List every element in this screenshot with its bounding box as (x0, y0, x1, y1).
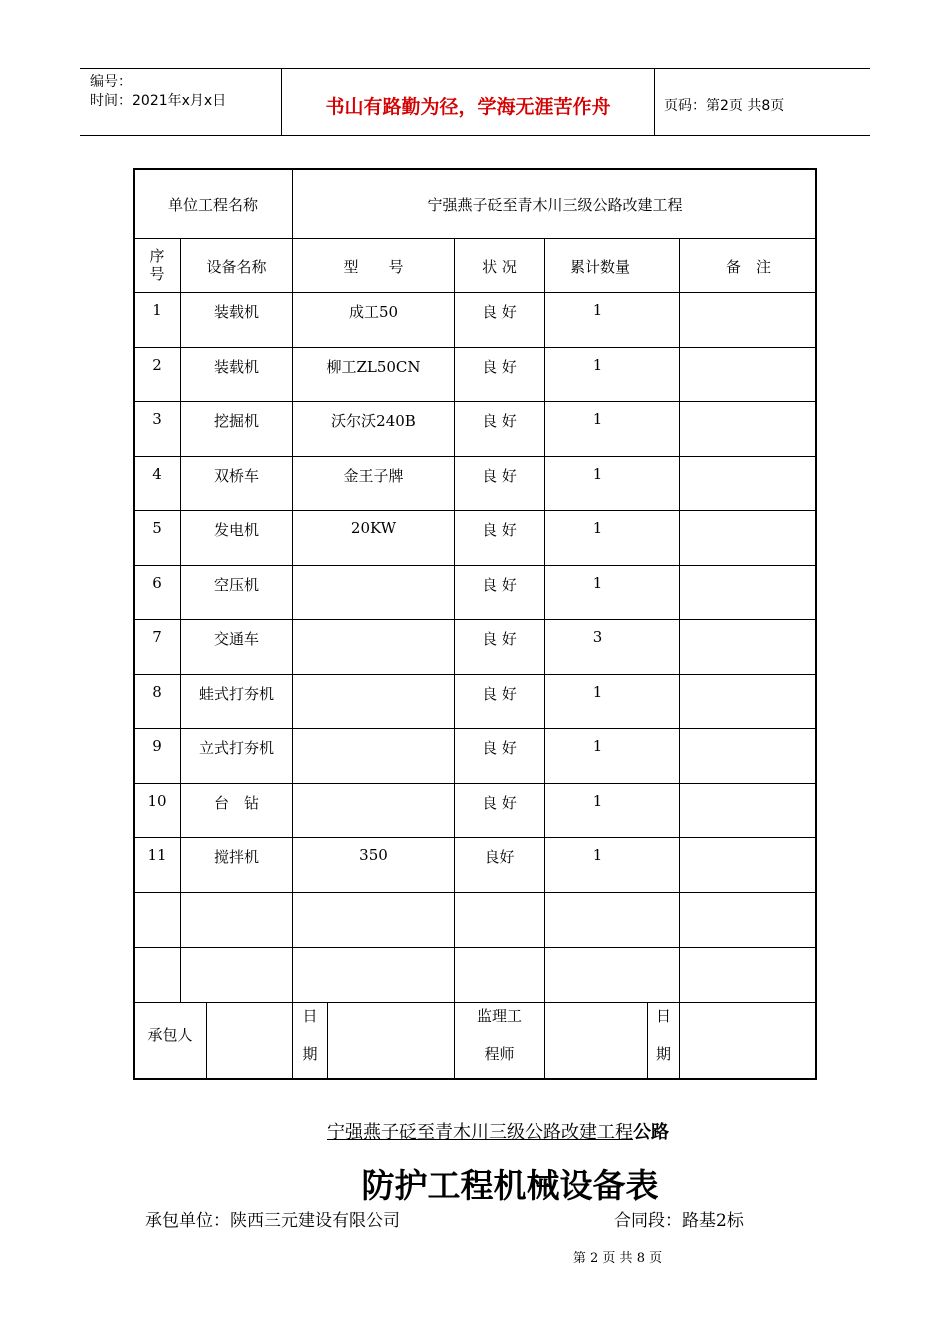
row-status: 良 好 (482, 685, 517, 703)
table-rule (134, 1002, 817, 1003)
table-col-rule (292, 169, 293, 1002)
table-col-rule (679, 238, 680, 1002)
supervisor-label-top: 监理工 (476, 1007, 522, 1025)
header-bottom-rule (80, 135, 870, 136)
row-equipment-name: 装载机 (213, 358, 259, 376)
row-quantity: 1 (592, 792, 603, 810)
row-equipment-name: 立式打夯机 (198, 739, 274, 757)
row-quantity: 1 (592, 519, 603, 537)
row-model: 350 (359, 846, 388, 864)
table-rule (134, 565, 817, 566)
row-status: 良 好 (482, 630, 517, 648)
row-no: 10 (147, 792, 167, 810)
date-label-top: 日 (302, 1007, 318, 1025)
row-equipment-name: 装载机 (213, 303, 259, 321)
table-col-rule (679, 1002, 680, 1080)
table-rule (134, 510, 817, 511)
table-rule (134, 456, 817, 457)
row-no: 7 (152, 628, 162, 646)
row-equipment-name: 双桥车 (213, 467, 259, 485)
col-header-name: 设备名称 (206, 258, 267, 276)
row-equipment-name: 空压机 (213, 576, 259, 594)
col-header-note: 备 注 (725, 258, 771, 276)
row-no: 4 (152, 465, 162, 483)
row-status: 良 好 (482, 576, 517, 594)
header-top-rule (80, 68, 870, 69)
page-footer: 第 2 页 共 8 页 (572, 1251, 663, 1266)
col-header-status: 状 况 (482, 258, 517, 276)
row-no: 2 (152, 356, 162, 374)
row-model: 20KW (350, 519, 397, 537)
row-model: 金王子牌 (343, 467, 404, 485)
col-header-qty: 累计数量 (569, 258, 630, 276)
table-rule (134, 347, 817, 348)
table-col-rule (327, 1002, 328, 1080)
table-col-rule (206, 1002, 207, 1080)
header-motto: 书山有路勤为径，学海无涯苦作舟 (325, 96, 611, 118)
table-rule (134, 674, 817, 675)
row-quantity: 1 (592, 683, 603, 701)
row-quantity: 1 (592, 465, 603, 483)
date-label-top: 日 (655, 1007, 671, 1025)
row-status: 良 好 (482, 794, 517, 812)
row-quantity: 1 (592, 574, 603, 592)
table-rule (134, 892, 817, 893)
row-status: 良 好 (482, 358, 517, 376)
row-equipment-name: 挖掘机 (213, 412, 259, 430)
row-quantity: 1 (592, 301, 603, 319)
row-status: 良 好 (482, 303, 517, 321)
table-rule (134, 401, 817, 402)
unit-name-label: 单位工程名称 (167, 196, 258, 214)
row-equipment-name: 交通车 (213, 630, 259, 648)
header-number-label: 编号： (90, 74, 132, 90)
row-quantity: 1 (592, 356, 603, 374)
contractor-label: 承包人 (147, 1026, 193, 1044)
row-no: 3 (152, 410, 162, 428)
table-col-rule (180, 238, 181, 1002)
row-model: 成工50 (348, 303, 399, 321)
row-model: 柳工ZL50CN (326, 358, 421, 376)
contract-section: 合同段：路基2标 (614, 1211, 744, 1231)
contractor-unit: 承包单位：陕西三元建设有限公司 (145, 1211, 400, 1231)
table-rule (134, 238, 817, 239)
header-divider (654, 68, 655, 136)
row-no: 9 (152, 737, 162, 755)
table-rule (134, 728, 817, 729)
document-title: 防护工程机械设备表 (361, 1166, 659, 1205)
project-line (327, 1118, 669, 1144)
row-status: 良 好 (482, 467, 517, 485)
row-no: 1 (152, 301, 162, 319)
row-model: 沃尔沃240B (331, 412, 416, 430)
row-equipment-name: 搅拌机 (213, 848, 259, 866)
row-no: 8 (152, 683, 162, 701)
row-status: 良 好 (482, 521, 517, 539)
project-name: 宁强燕子砭至青木川三级公路改建工程 (327, 1122, 633, 1143)
table-rule (134, 947, 817, 948)
col-header-no (134, 247, 180, 283)
col-header-no-text: 序号 (149, 247, 165, 283)
supervisor-label-bottom: 程师 (484, 1045, 515, 1063)
row-status: 良 好 (482, 412, 517, 430)
project-suffix: 公路 (633, 1122, 669, 1143)
header-page-info: 页码：第2页 共8页 (664, 98, 785, 114)
row-no: 5 (152, 519, 162, 537)
col-header-model: 型 号 (343, 258, 404, 276)
row-no: 11 (147, 846, 167, 864)
row-quantity: 1 (592, 410, 603, 428)
date-label-bottom: 期 (302, 1045, 318, 1063)
table-rule (134, 837, 817, 838)
row-status: 良 好 (482, 739, 517, 757)
row-status: 良好 (484, 848, 515, 866)
table-rule (134, 292, 817, 293)
row-quantity: 1 (592, 737, 603, 755)
row-no: 6 (152, 574, 162, 592)
row-equipment-name: 台 钻 (213, 794, 259, 812)
row-quantity: 3 (592, 628, 603, 646)
row-equipment-name: 发电机 (213, 521, 259, 539)
header-time: 时间：2021年x月x日 (90, 93, 227, 109)
table-rule (134, 619, 817, 620)
unit-name-value: 宁强燕子砭至青木川三级公路改建工程 (427, 196, 683, 214)
row-equipment-name: 蛙式打夯机 (198, 685, 274, 703)
date-label-bottom: 期 (655, 1045, 671, 1063)
table-rule (134, 783, 817, 784)
row-quantity: 1 (592, 846, 603, 864)
